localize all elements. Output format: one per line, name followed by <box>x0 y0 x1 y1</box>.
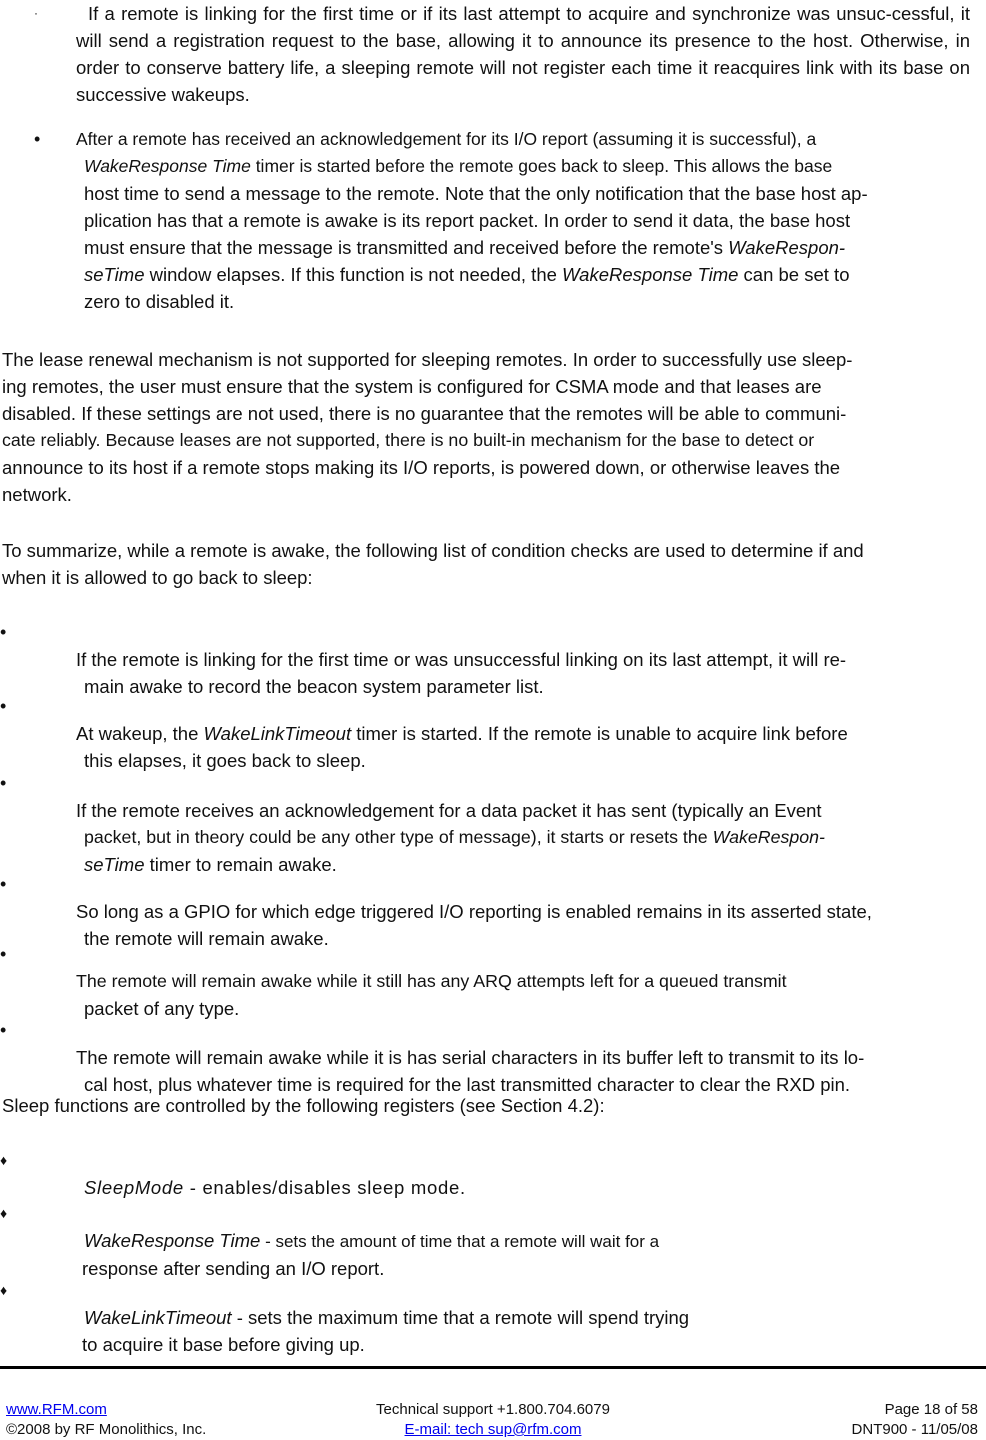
bullet-icon: • <box>0 622 7 642</box>
bullet-icon: • <box>0 874 7 894</box>
diamond-icon: ♦ <box>0 1152 8 1168</box>
condition-item: • So long as a GPIO for which edge triggered I/O reporting is enabled remains in its asserted state, the remote will remain awake. <box>0 874 872 949</box>
register-name: WakeLinkTimeout <box>84 1307 232 1328</box>
register-name: WakeRespon- <box>712 827 825 847</box>
list-item <box>0 0 986 108</box>
bullet-icon: • <box>0 696 7 716</box>
bullet-icon: • <box>34 129 41 149</box>
register-item: ♦ SleepMode - enables/disables sleep mode. <box>0 1152 466 1198</box>
register-name: WakeResponse Time <box>84 1230 261 1251</box>
list-item-text: If a remote is linking for the first time or if its last attempt to acquire and synchronize was unsuc-cessful, it will send a registration request to the base, allowing it to announce its presence to the host. Otherwise, in order to conserve battery life, a sleeping remote will not register each time it reacquires link with its base on successive wakeups. <box>76 3 970 105</box>
copyright-text: ©2008 by RF Monolithics, Inc. <box>6 1421 207 1438</box>
list-item-line: host time to send a message to the remote. Note that the only notification that the base host ap- <box>84 183 868 204</box>
condition-item: • If the remote is linking for the first time or was unsuccessful linking on its last attempt, it will re- main awake to record the beacon system parameter list. <box>0 622 847 697</box>
bullet-icon: • <box>0 944 7 964</box>
list-item-line: must ensure that the message is transmitted and received before the remote's WakeRespon- <box>84 237 846 258</box>
register-item: ♦ WakeResponse Time - sets the amount of time that a remote will wait for a response after sending an I/O report. <box>0 1205 660 1279</box>
list-item <box>0 126 986 315</box>
footer-divider <box>0 1366 986 1369</box>
footer-center <box>0 1400 986 1440</box>
register-name: WakeLinkTimeout <box>203 723 352 744</box>
register-name: WakeRespon- <box>728 237 846 258</box>
bullet-dot-icon: · <box>34 6 38 20</box>
bullet-icon: • <box>0 773 7 793</box>
register-name: seTime <box>84 854 145 875</box>
list-item-line: seTime window elapses. If this function is not needed, the WakeResponse Time can be set to <box>84 264 850 285</box>
paragraph-registers: Sleep functions are controlled by the following registers (see Section 4.2): <box>2 1095 605 1116</box>
diamond-icon: ♦ <box>0 1205 8 1221</box>
condition-item: • The remote will remain awake while it is has serial characters in its buffer left to transmit to its lo- cal host, plus whatever time is required for the last transmitted character to clear the RXD pin. <box>0 1020 865 1095</box>
register-name: seTime <box>84 264 145 285</box>
list-item-line: After a remote has received an acknowledgement for its I/O report (assuming it is successful), a <box>76 129 817 149</box>
list-item-line: WakeResponse Time timer is started before the remote goes back to sleep. This allows the base <box>84 156 833 176</box>
paragraph-summary: To summarize, while a remote is awake, the following list of condition checks are used to determine if and when it is allowed to go back to sleep: <box>2 540 864 588</box>
website-link[interactable]: www.RFM.com <box>6 1401 107 1418</box>
support-phone: Technical support +1.800.704.6079 <box>376 1401 610 1418</box>
register-name: SleepMode <box>84 1177 184 1198</box>
condition-item: • The remote will remain awake while it still has any ARQ attempts left for a queued transmit packet of any type. <box>0 944 787 1019</box>
list-item-line: zero to disabled it. <box>84 291 235 312</box>
register-item: ♦ WakeLinkTimeout - sets the maximum time that a remote will spend trying to acquire it base before giving up. <box>0 1282 690 1355</box>
register-name: WakeResponse Time <box>84 156 251 176</box>
diamond-icon: ♦ <box>0 1282 8 1298</box>
list-item-line: plication has that a remote is awake is its report packet. In order to send it data, the base host <box>84 210 851 231</box>
paragraph-lease: The lease renewal mechanism is not supported for sleeping remotes. In order to successfully use sleep- ing remotes, the user must ensure that the system is configured for CSMA mode and that leases are disabled. If these settings are not used, there is no guarantee that the remotes will be able to communi- cate reliably. Because leases are not supported, there is no built-in mechanism for the base to detect or announce to its host if a remote stops making its I/O reports, is powered down, or otherwise leaves the network. <box>2 349 853 505</box>
register-name: WakeResponse Time <box>562 264 739 285</box>
condition-item: • At wakeup, the WakeLinkTimeout timer is started. If the remote is unable to acquire link before this elapses, it goes back to sleep. <box>0 696 848 771</box>
email-link[interactable]: E-mail: tech sup@rfm.com <box>404 1421 582 1438</box>
bullet-icon: • <box>0 1020 7 1040</box>
page-number: Page 18 of 58 <box>884 1401 978 1418</box>
condition-item: • If the remote receives an acknowledgement for a data packet it has sent (typically an Event packet, but in theory could be any other type of message), it starts or resets the WakeRespon- seTime timer to remain awake. <box>0 773 825 875</box>
footer-right <box>852 1400 978 1440</box>
document-id: DNT900 - 11/05/08 <box>851 1421 978 1438</box>
